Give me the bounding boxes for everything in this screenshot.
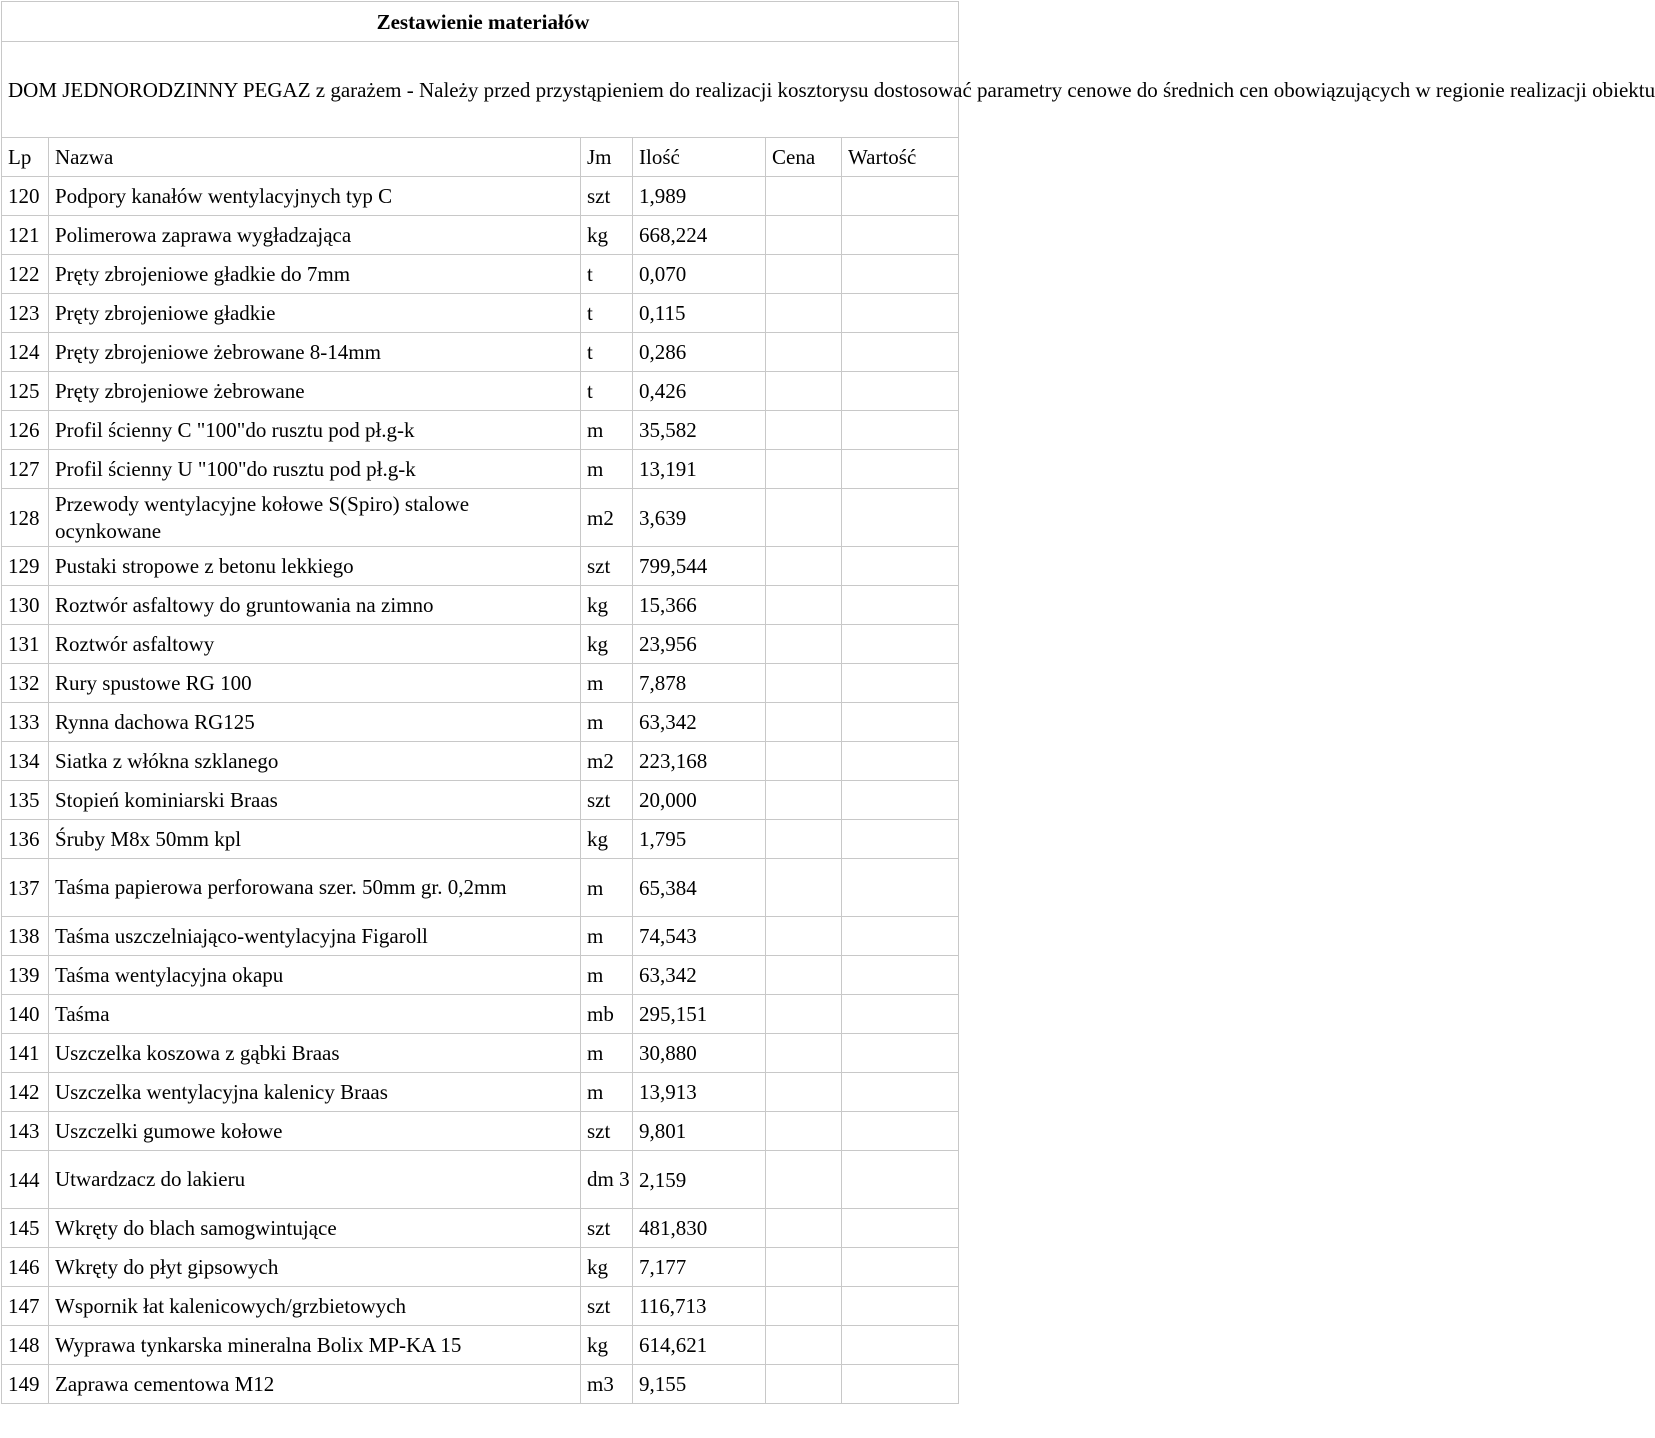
row-value [842, 216, 959, 255]
row-unit: t [581, 372, 633, 411]
table-row [2, 1112, 959, 1151]
row-qty: 0,070 [633, 255, 766, 294]
row-unit: m3 [581, 1365, 633, 1404]
row-lp: 129 [2, 547, 49, 586]
row-unit: szt [581, 1112, 633, 1151]
row-price [766, 586, 842, 625]
table-row [2, 703, 959, 742]
row-lp: 135 [2, 781, 49, 820]
row-unit: t [581, 294, 633, 333]
row-lp: 147 [2, 1287, 49, 1326]
row-lp: 137 [2, 859, 49, 917]
table-row [2, 1034, 959, 1073]
row-unit: m2 [581, 742, 633, 781]
table-row [2, 1326, 959, 1365]
row-unit: kg [581, 625, 633, 664]
row-name: Pręty zbrojeniowe gładkie do 7mm [49, 255, 581, 294]
row-value [842, 1151, 959, 1209]
row-price [766, 489, 842, 547]
row-qty: 0,286 [633, 333, 766, 372]
row-qty: 3,639 [633, 489, 766, 547]
row-lp: 126 [2, 411, 49, 450]
row-unit: dm 3 [581, 1151, 633, 1209]
row-lp: 132 [2, 664, 49, 703]
row-value [842, 1073, 959, 1112]
header-name: Nazwa [49, 138, 581, 177]
row-price [766, 294, 842, 333]
row-lp: 131 [2, 625, 49, 664]
row-value [842, 1326, 959, 1365]
row-unit: m [581, 450, 633, 489]
table-row [2, 742, 959, 781]
row-value [842, 1248, 959, 1287]
row-qty: 7,177 [633, 1248, 766, 1287]
table-row [2, 1073, 959, 1112]
row-qty: 63,342 [633, 703, 766, 742]
row-name: Taśma uszczelniająco-wentylacyjna Figaroll [49, 917, 581, 956]
row-unit: m [581, 664, 633, 703]
row-price [766, 1112, 842, 1151]
row-qty: 35,582 [633, 411, 766, 450]
row-price [766, 664, 842, 703]
row-lp: 121 [2, 216, 49, 255]
row-unit: kg [581, 1248, 633, 1287]
row-qty: 7,878 [633, 664, 766, 703]
table-row [2, 411, 959, 450]
row-lp: 120 [2, 177, 49, 216]
row-qty: 1,989 [633, 177, 766, 216]
row-unit: m [581, 411, 633, 450]
row-name: Rynna dachowa RG125 [49, 703, 581, 742]
row-unit: m [581, 1073, 633, 1112]
row-name: Utwardzacz do lakieru [49, 1151, 581, 1209]
row-qty: 9,155 [633, 1365, 766, 1404]
row-price [766, 216, 842, 255]
row-price [766, 995, 842, 1034]
row-name: Uszczelka koszowa z gąbki Braas [49, 1034, 581, 1073]
row-name: Wspornik łat kalenicowych/grzbietowych [49, 1287, 581, 1326]
row-value [842, 177, 959, 216]
row-lp: 128 [2, 489, 49, 547]
row-unit: m2 [581, 489, 633, 547]
table-row [2, 255, 959, 294]
row-unit: szt [581, 1209, 633, 1248]
row-name: Przewody wentylacyjne kołowe S(Spiro) stalowe ocynkowane [49, 489, 581, 547]
row-lp: 133 [2, 703, 49, 742]
row-name: Profil ścienny U "100"do rusztu pod pł.g-k [49, 450, 581, 489]
row-qty: 0,115 [633, 294, 766, 333]
row-lp: 130 [2, 586, 49, 625]
row-lp: 125 [2, 372, 49, 411]
row-unit: szt [581, 547, 633, 586]
row-lp: 138 [2, 917, 49, 956]
row-name: Pręty zbrojeniowe żebrowane [49, 372, 581, 411]
row-value [842, 956, 959, 995]
table-row [2, 177, 959, 216]
row-unit: kg [581, 820, 633, 859]
row-qty: 295,151 [633, 995, 766, 1034]
row-price [766, 1151, 842, 1209]
row-unit: m [581, 917, 633, 956]
row-qty: 20,000 [633, 781, 766, 820]
row-qty: 2,159 [633, 1151, 766, 1209]
row-name: Profil ścienny C "100"do rusztu pod pł.g-k [49, 411, 581, 450]
row-name: Rury spustowe RG 100 [49, 664, 581, 703]
row-qty: 23,956 [633, 625, 766, 664]
row-unit: t [581, 333, 633, 372]
row-price [766, 820, 842, 859]
row-value [842, 1287, 959, 1326]
row-lp: 143 [2, 1112, 49, 1151]
row-unit: szt [581, 1287, 633, 1326]
row-unit: m [581, 859, 633, 917]
row-price [766, 1073, 842, 1112]
row-name: Pręty zbrojeniowe gładkie [49, 294, 581, 333]
header-qty: Ilość [633, 138, 766, 177]
row-unit: kg [581, 1326, 633, 1365]
row-qty: 74,543 [633, 917, 766, 956]
row-price [766, 450, 842, 489]
row-value [842, 255, 959, 294]
row-value [842, 489, 959, 547]
row-qty: 614,621 [633, 1326, 766, 1365]
table-row [2, 917, 959, 956]
row-value [842, 547, 959, 586]
row-name: Roztwór asfaltowy [49, 625, 581, 664]
table-row [2, 333, 959, 372]
row-unit: m [581, 956, 633, 995]
row-value [842, 586, 959, 625]
row-qty: 30,880 [633, 1034, 766, 1073]
row-price [766, 859, 842, 917]
project-description: DOM JEDNORODZINNY PEGAZ z garażem - Należy przed przystąpieniem do realizacji kosztorysu dostosować parametry cenowe do średnich cen obowiązujących w regionie realizacji obiektu [2, 42, 959, 138]
row-value [842, 1365, 959, 1404]
row-value [842, 294, 959, 333]
materials-table [1, 1, 1655, 1404]
row-lp: 127 [2, 450, 49, 489]
row-unit: szt [581, 177, 633, 216]
row-qty: 9,801 [633, 1112, 766, 1151]
row-qty: 65,384 [633, 859, 766, 917]
row-value [842, 917, 959, 956]
table-row [2, 1287, 959, 1326]
row-qty: 13,913 [633, 1073, 766, 1112]
row-name: Śruby M8x 50mm kpl [49, 820, 581, 859]
row-lp: 144 [2, 1151, 49, 1209]
row-lp: 148 [2, 1326, 49, 1365]
row-value [842, 333, 959, 372]
table-row [2, 664, 959, 703]
row-qty: 116,713 [633, 1287, 766, 1326]
row-price [766, 956, 842, 995]
row-value [842, 781, 959, 820]
row-lp: 122 [2, 255, 49, 294]
row-unit: t [581, 255, 633, 294]
row-name: Taśma papierowa perforowana szer. 50mm gr. 0,2mm [49, 859, 581, 917]
row-name: Siatka z włókna szklanego [49, 742, 581, 781]
row-qty: 13,191 [633, 450, 766, 489]
row-unit: kg [581, 586, 633, 625]
table-row [2, 859, 959, 917]
table-row [2, 586, 959, 625]
row-lp: 146 [2, 1248, 49, 1287]
row-lp: 145 [2, 1209, 49, 1248]
row-unit: m [581, 1034, 633, 1073]
sheet-title: Zestawienie materiałów [2, 2, 959, 42]
table-row [2, 489, 959, 547]
table-row [2, 294, 959, 333]
row-lp: 141 [2, 1034, 49, 1073]
row-value [842, 859, 959, 917]
row-name: Wyprawa tynkarska mineralna Bolix MP-KA 15 [49, 1326, 581, 1365]
row-qty: 1,795 [633, 820, 766, 859]
row-name: Wkręty do płyt gipsowych [49, 1248, 581, 1287]
row-name: Pustaki stropowe z betonu lekkiego [49, 547, 581, 586]
row-price [766, 1326, 842, 1365]
table-row [2, 956, 959, 995]
row-qty: 15,366 [633, 586, 766, 625]
row-name: Uszczelka wentylacyjna kalenicy Braas [49, 1073, 581, 1112]
row-name: Polimerowa zaprawa wygładzająca [49, 216, 581, 255]
table-row [2, 820, 959, 859]
table-row [2, 547, 959, 586]
row-price [766, 1034, 842, 1073]
table-row [2, 216, 959, 255]
row-price [766, 1287, 842, 1326]
row-price [766, 1209, 842, 1248]
table-row [2, 1365, 959, 1404]
row-name: Wkręty do blach samogwintujące [49, 1209, 581, 1248]
row-price [766, 742, 842, 781]
row-value [842, 1034, 959, 1073]
row-value [842, 1112, 959, 1151]
row-value [842, 664, 959, 703]
row-lp: 140 [2, 995, 49, 1034]
row-lp: 123 [2, 294, 49, 333]
table-row [2, 450, 959, 489]
row-name: Zaprawa cementowa M12 [49, 1365, 581, 1404]
header-price: Cena [766, 138, 842, 177]
row-price [766, 703, 842, 742]
row-value [842, 703, 959, 742]
row-value [842, 411, 959, 450]
row-name: Stopień kominiarski Braas [49, 781, 581, 820]
row-price [766, 372, 842, 411]
row-price [766, 255, 842, 294]
row-name: Taśma wentylacyjna okapu [49, 956, 581, 995]
row-name: Uszczelki gumowe kołowe [49, 1112, 581, 1151]
row-price [766, 781, 842, 820]
row-value [842, 450, 959, 489]
row-qty: 63,342 [633, 956, 766, 995]
row-value [842, 742, 959, 781]
row-qty: 668,224 [633, 216, 766, 255]
table-row [2, 781, 959, 820]
row-price [766, 917, 842, 956]
row-qty: 799,544 [633, 547, 766, 586]
row-value [842, 995, 959, 1034]
table-row [2, 372, 959, 411]
row-value [842, 820, 959, 859]
row-name: Taśma [49, 995, 581, 1034]
row-qty: 0,426 [633, 372, 766, 411]
row-price [766, 177, 842, 216]
row-name: Podpory kanałów wentylacyjnych typ C [49, 177, 581, 216]
row-lp: 149 [2, 1365, 49, 1404]
header-unit: Jm [581, 138, 633, 177]
row-value [842, 1209, 959, 1248]
row-qty: 223,168 [633, 742, 766, 781]
row-qty: 481,830 [633, 1209, 766, 1248]
row-price [766, 1365, 842, 1404]
row-lp: 134 [2, 742, 49, 781]
row-price [766, 411, 842, 450]
row-value [842, 625, 959, 664]
table-row [2, 625, 959, 664]
header-value: Wartość [842, 138, 959, 177]
row-unit: m [581, 703, 633, 742]
table-row [2, 1248, 959, 1287]
row-name: Roztwór asfaltowy do gruntowania na zimno [49, 586, 581, 625]
row-lp: 139 [2, 956, 49, 995]
row-unit: mb [581, 995, 633, 1034]
table-row [2, 1151, 959, 1209]
row-unit: kg [581, 216, 633, 255]
table-row [2, 1209, 959, 1248]
row-lp: 142 [2, 1073, 49, 1112]
row-lp: 124 [2, 333, 49, 372]
row-name: Pręty zbrojeniowe żebrowane 8-14mm [49, 333, 581, 372]
row-unit: szt [581, 781, 633, 820]
header-lp: Lp [2, 138, 49, 177]
table-row [2, 995, 959, 1034]
header-row [2, 138, 959, 177]
row-price [766, 333, 842, 372]
row-price [766, 547, 842, 586]
row-lp: 136 [2, 820, 49, 859]
row-value [842, 372, 959, 411]
row-price [766, 1248, 842, 1287]
row-price [766, 625, 842, 664]
